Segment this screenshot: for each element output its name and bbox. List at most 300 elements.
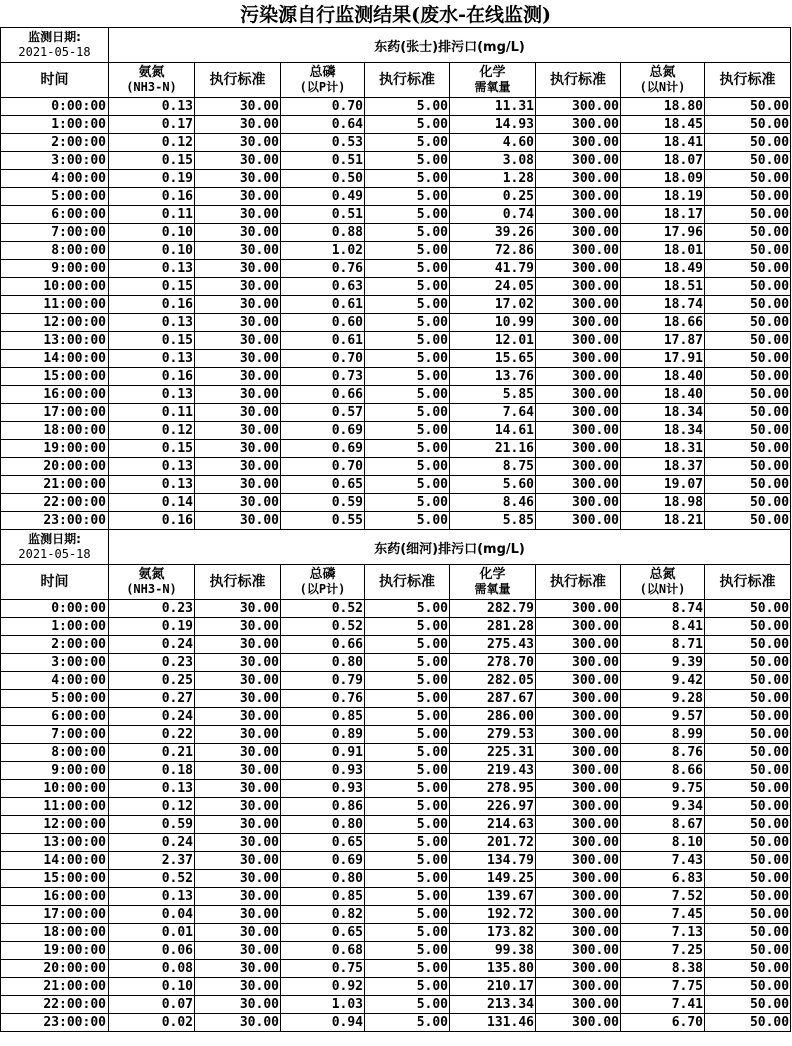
table-row (1, 618, 791, 636)
nh3-value: 0.08 (109, 960, 195, 978)
nh3-value: 0.15 (109, 152, 195, 170)
table-row (1, 924, 791, 942)
col-standard: 执行标准 (705, 565, 791, 600)
tn-standard: 50.00 (705, 996, 791, 1014)
tn-value: 18.17 (621, 206, 705, 224)
tn-standard: 50.00 (705, 494, 791, 512)
tn-standard: 50.00 (705, 852, 791, 870)
nh3-standard: 30.00 (195, 690, 281, 708)
col-time: 时间 (1, 565, 109, 600)
tp-standard: 5.00 (365, 422, 450, 440)
tn-value: 18.34 (621, 422, 705, 440)
tn-value: 8.41 (621, 618, 705, 636)
tn-standard: 50.00 (705, 206, 791, 224)
tn-standard: 50.00 (705, 386, 791, 404)
tn-value: 9.75 (621, 780, 705, 798)
cod-value: 135.80 (450, 960, 536, 978)
nh3-value: 0.13 (109, 260, 195, 278)
nh3-standard: 30.00 (195, 134, 281, 152)
tn-standard: 50.00 (705, 368, 791, 386)
cod-standard: 300.00 (536, 206, 621, 224)
cod-standard: 300.00 (536, 708, 621, 726)
tp-value: 0.52 (281, 600, 365, 618)
tn-value: 6.70 (621, 1014, 705, 1032)
table-row (1, 726, 791, 744)
title-row (1, 0, 791, 28)
cod-value: 8.46 (450, 494, 536, 512)
time-cell: 16:00:00 (1, 888, 109, 906)
nh3-standard: 30.00 (195, 852, 281, 870)
tn-standard: 50.00 (705, 906, 791, 924)
col-tp-line1: 总磷 (309, 65, 336, 80)
cod-standard: 300.00 (536, 960, 621, 978)
table-row (1, 278, 791, 296)
time-cell: 19:00:00 (1, 942, 109, 960)
nh3-standard: 30.00 (195, 296, 281, 314)
nh3-value: 0.12 (109, 134, 195, 152)
table-row (1, 152, 791, 170)
nh3-standard: 30.00 (195, 960, 281, 978)
tp-standard: 5.00 (365, 942, 450, 960)
tn-standard: 50.00 (705, 134, 791, 152)
cod-value: 139.67 (450, 888, 536, 906)
nh3-value: 0.15 (109, 332, 195, 350)
cod-value: 226.97 (450, 798, 536, 816)
nh3-standard: 30.00 (195, 654, 281, 672)
nh3-standard: 30.00 (195, 422, 281, 440)
cod-standard: 300.00 (536, 780, 621, 798)
tp-standard: 5.00 (365, 798, 450, 816)
nh3-value: 0.11 (109, 206, 195, 224)
tn-value: 8.71 (621, 636, 705, 654)
table-row (1, 386, 791, 404)
time-cell: 14:00:00 (1, 852, 109, 870)
tp-value: 0.93 (281, 762, 365, 780)
tn-value: 18.31 (621, 440, 705, 458)
tn-standard: 50.00 (705, 726, 791, 744)
time-cell: 2:00:00 (1, 134, 109, 152)
nh3-value: 0.59 (109, 816, 195, 834)
nh3-value: 0.10 (109, 978, 195, 996)
tn-value: 18.80 (621, 98, 705, 116)
tp-standard: 5.00 (365, 206, 450, 224)
nh3-value: 0.13 (109, 780, 195, 798)
tn-value: 18.41 (621, 134, 705, 152)
time-cell: 15:00:00 (1, 368, 109, 386)
nh3-standard: 30.00 (195, 708, 281, 726)
cod-value: 210.17 (450, 978, 536, 996)
tp-standard: 5.00 (365, 170, 450, 188)
tn-value: 18.21 (621, 512, 705, 530)
cod-value: 72.86 (450, 242, 536, 260)
cod-value: 275.43 (450, 636, 536, 654)
nh3-value: 0.06 (109, 942, 195, 960)
cod-standard: 300.00 (536, 654, 621, 672)
tp-value: 0.93 (281, 780, 365, 798)
cod-value: 278.95 (450, 780, 536, 798)
cod-value: 41.79 (450, 260, 536, 278)
tp-value: 0.51 (281, 206, 365, 224)
date-label: 监测日期: (28, 532, 81, 546)
tn-standard: 50.00 (705, 708, 791, 726)
table-row (1, 224, 791, 242)
cod-standard: 300.00 (536, 458, 621, 476)
cod-standard: 300.00 (536, 422, 621, 440)
nh3-standard: 30.00 (195, 618, 281, 636)
table-row (1, 260, 791, 278)
time-cell: 1:00:00 (1, 116, 109, 134)
tn-value: 18.98 (621, 494, 705, 512)
cod-standard: 300.00 (536, 618, 621, 636)
tp-standard: 5.00 (365, 744, 450, 762)
time-cell: 0:00:00 (1, 98, 109, 116)
tp-value: 0.59 (281, 494, 365, 512)
tn-standard: 50.00 (705, 744, 791, 762)
table-row (1, 242, 791, 260)
tp-standard: 5.00 (365, 458, 450, 476)
tp-value: 0.50 (281, 170, 365, 188)
tn-value: 18.34 (621, 404, 705, 422)
col-tn (621, 63, 705, 98)
tp-standard: 5.00 (365, 834, 450, 852)
nh3-standard: 30.00 (195, 260, 281, 278)
tp-value: 0.66 (281, 386, 365, 404)
tn-value: 8.76 (621, 744, 705, 762)
cod-standard: 300.00 (536, 476, 621, 494)
time-cell: 10:00:00 (1, 780, 109, 798)
time-cell: 12:00:00 (1, 816, 109, 834)
tp-value: 0.51 (281, 152, 365, 170)
nh3-value: 0.10 (109, 224, 195, 242)
nh3-value: 0.01 (109, 924, 195, 942)
cod-value: 0.25 (450, 188, 536, 206)
col-tn-line1: 总氮 (649, 567, 676, 582)
tp-standard: 5.00 (365, 476, 450, 494)
table-row (1, 206, 791, 224)
cod-value: 17.02 (450, 296, 536, 314)
cod-standard: 300.00 (536, 1014, 621, 1032)
tp-standard: 5.00 (365, 440, 450, 458)
col-nh3-line2: (NH3-N) (126, 582, 177, 596)
tn-value: 8.99 (621, 726, 705, 744)
cod-standard: 300.00 (536, 512, 621, 530)
table-row (1, 98, 791, 116)
col-cod-line1: 化学 (479, 567, 506, 582)
table-row (1, 422, 791, 440)
tn-value: 7.41 (621, 996, 705, 1014)
table-row (1, 780, 791, 798)
cod-standard: 300.00 (536, 332, 621, 350)
tp-value: 0.75 (281, 960, 365, 978)
column-header-row (1, 63, 791, 98)
tp-value: 0.52 (281, 618, 365, 636)
time-cell: 17:00:00 (1, 404, 109, 422)
table-row (1, 188, 791, 206)
time-cell: 13:00:00 (1, 332, 109, 350)
col-nh3-line1: 氨氮 (138, 567, 165, 582)
table-row (1, 350, 791, 368)
cod-value: 173.82 (450, 924, 536, 942)
tn-value: 7.25 (621, 942, 705, 960)
nh3-standard: 30.00 (195, 636, 281, 654)
tp-value: 0.55 (281, 512, 365, 530)
table-row (1, 708, 791, 726)
tp-standard: 5.00 (365, 188, 450, 206)
cod-value: 287.67 (450, 690, 536, 708)
col-standard: 执行标准 (536, 565, 621, 600)
tn-standard: 50.00 (705, 224, 791, 242)
table-row (1, 368, 791, 386)
date-value: 2021-05-18 (18, 45, 91, 59)
cod-value: 282.05 (450, 672, 536, 690)
time-cell: 13:00:00 (1, 834, 109, 852)
cod-standard: 300.00 (536, 404, 621, 422)
table-row (1, 440, 791, 458)
nh3-value: 0.25 (109, 672, 195, 690)
nh3-value: 0.17 (109, 116, 195, 134)
table-row (1, 314, 791, 332)
nh3-value: 0.13 (109, 386, 195, 404)
table-row (1, 798, 791, 816)
tp-standard: 5.00 (365, 350, 450, 368)
cod-value: 11.31 (450, 98, 536, 116)
tn-standard: 50.00 (705, 116, 791, 134)
tn-standard: 50.00 (705, 672, 791, 690)
time-cell: 21:00:00 (1, 476, 109, 494)
cod-standard: 300.00 (536, 726, 621, 744)
cod-value: 134.79 (450, 852, 536, 870)
nh3-standard: 30.00 (195, 242, 281, 260)
tn-value: 7.13 (621, 924, 705, 942)
time-cell: 6:00:00 (1, 206, 109, 224)
cod-value: 214.63 (450, 816, 536, 834)
tp-standard: 5.00 (365, 888, 450, 906)
tn-standard: 50.00 (705, 278, 791, 296)
cod-value: 281.28 (450, 618, 536, 636)
tp-standard: 5.00 (365, 332, 450, 350)
nh3-value: 0.16 (109, 188, 195, 206)
tn-value: 18.66 (621, 314, 705, 332)
tn-standard: 50.00 (705, 458, 791, 476)
nh3-value: 0.21 (109, 744, 195, 762)
tn-value: 18.37 (621, 458, 705, 476)
nh3-value: 0.13 (109, 350, 195, 368)
col-standard: 执行标准 (705, 63, 791, 98)
time-cell: 9:00:00 (1, 260, 109, 278)
cod-value: 282.79 (450, 600, 536, 618)
tp-value: 0.73 (281, 368, 365, 386)
time-cell: 16:00:00 (1, 386, 109, 404)
tp-standard: 5.00 (365, 726, 450, 744)
tp-standard: 5.00 (365, 152, 450, 170)
nh3-value: 0.19 (109, 170, 195, 188)
cod-value: 5.85 (450, 512, 536, 530)
cod-standard: 300.00 (536, 368, 621, 386)
tp-value: 0.61 (281, 332, 365, 350)
tn-standard: 50.00 (705, 762, 791, 780)
cod-standard: 300.00 (536, 942, 621, 960)
nh3-value: 0.22 (109, 726, 195, 744)
nh3-standard: 30.00 (195, 404, 281, 422)
tp-standard: 5.00 (365, 636, 450, 654)
tp-value: 0.89 (281, 726, 365, 744)
nh3-standard: 30.00 (195, 278, 281, 296)
tp-standard: 5.00 (365, 600, 450, 618)
nh3-value: 0.16 (109, 296, 195, 314)
cod-value: 192.72 (450, 906, 536, 924)
tp-standard: 5.00 (365, 494, 450, 512)
tn-standard: 50.00 (705, 98, 791, 116)
tp-standard: 5.00 (365, 978, 450, 996)
tn-standard: 50.00 (705, 188, 791, 206)
nh3-standard: 30.00 (195, 798, 281, 816)
cod-value: 7.64 (450, 404, 536, 422)
tp-standard: 5.00 (365, 762, 450, 780)
cod-standard: 300.00 (536, 224, 621, 242)
tn-value: 8.38 (621, 960, 705, 978)
tn-value: 18.19 (621, 188, 705, 206)
tn-standard: 50.00 (705, 888, 791, 906)
tp-standard: 5.00 (365, 924, 450, 942)
cod-standard: 300.00 (536, 852, 621, 870)
cod-standard: 300.00 (536, 600, 621, 618)
table-row (1, 996, 791, 1014)
time-cell: 3:00:00 (1, 152, 109, 170)
table-row (1, 332, 791, 350)
nh3-value: 0.23 (109, 654, 195, 672)
nh3-standard: 30.00 (195, 816, 281, 834)
nh3-value: 0.07 (109, 996, 195, 1014)
time-cell: 11:00:00 (1, 296, 109, 314)
cod-standard: 300.00 (536, 278, 621, 296)
table-row (1, 690, 791, 708)
tn-value: 9.39 (621, 654, 705, 672)
tn-standard: 50.00 (705, 618, 791, 636)
cod-standard: 300.00 (536, 834, 621, 852)
cod-value: 219.43 (450, 762, 536, 780)
time-cell: 15:00:00 (1, 870, 109, 888)
tp-standard: 5.00 (365, 816, 450, 834)
tp-value: 0.65 (281, 924, 365, 942)
nh3-value: 0.18 (109, 762, 195, 780)
nh3-value: 0.13 (109, 458, 195, 476)
cod-value: 286.00 (450, 708, 536, 726)
tn-standard: 50.00 (705, 870, 791, 888)
tp-standard: 5.00 (365, 260, 450, 278)
nh3-value: 0.15 (109, 440, 195, 458)
nh3-standard: 30.00 (195, 870, 281, 888)
cod-value: 279.53 (450, 726, 536, 744)
nh3-value: 0.15 (109, 278, 195, 296)
outlet-name: 东药(细河)排污口(mg/L) (109, 530, 791, 565)
time-cell: 2:00:00 (1, 636, 109, 654)
nh3-value: 0.12 (109, 798, 195, 816)
outlet-name: 东药(张士)排污口(mg/L) (109, 28, 791, 63)
col-tn-line1: 总氮 (649, 65, 676, 80)
table-row (1, 404, 791, 422)
tn-standard: 50.00 (705, 350, 791, 368)
tp-value: 0.82 (281, 906, 365, 924)
table-row (1, 942, 791, 960)
tp-standard: 5.00 (365, 870, 450, 888)
nh3-standard: 30.00 (195, 978, 281, 996)
cod-value: 39.26 (450, 224, 536, 242)
tp-value: 0.69 (281, 422, 365, 440)
cod-standard: 300.00 (536, 762, 621, 780)
tn-value: 17.96 (621, 224, 705, 242)
nh3-value: 0.13 (109, 888, 195, 906)
col-nh3-line2: (NH3-N) (126, 80, 177, 94)
nh3-standard: 30.00 (195, 762, 281, 780)
tn-value: 18.40 (621, 368, 705, 386)
col-tp (281, 565, 365, 600)
cod-value: 8.75 (450, 458, 536, 476)
time-cell: 4:00:00 (1, 170, 109, 188)
tn-value: 8.10 (621, 834, 705, 852)
tp-value: 0.70 (281, 458, 365, 476)
tp-standard: 5.00 (365, 278, 450, 296)
tp-standard: 5.00 (365, 296, 450, 314)
tp-value: 0.68 (281, 942, 365, 960)
cod-value: 213.34 (450, 996, 536, 1014)
cod-standard: 300.00 (536, 816, 621, 834)
tp-standard: 5.00 (365, 618, 450, 636)
tp-standard: 5.00 (365, 512, 450, 530)
time-cell: 5:00:00 (1, 188, 109, 206)
table-row (1, 816, 791, 834)
cod-value: 14.93 (450, 116, 536, 134)
table-row (1, 476, 791, 494)
cod-standard: 300.00 (536, 440, 621, 458)
nh3-standard: 30.00 (195, 350, 281, 368)
nh3-value: 0.16 (109, 512, 195, 530)
table-row (1, 170, 791, 188)
tn-value: 8.74 (621, 600, 705, 618)
col-nh3-line1: 氨氮 (138, 65, 165, 80)
nh3-standard: 30.00 (195, 512, 281, 530)
cod-value: 225.31 (450, 744, 536, 762)
cod-standard: 300.00 (536, 744, 621, 762)
tp-standard: 5.00 (365, 996, 450, 1014)
table-row (1, 494, 791, 512)
col-standard: 执行标准 (195, 63, 281, 98)
time-cell: 7:00:00 (1, 224, 109, 242)
nh3-standard: 30.00 (195, 942, 281, 960)
nh3-standard: 30.00 (195, 224, 281, 242)
time-cell: 0:00:00 (1, 600, 109, 618)
time-cell: 12:00:00 (1, 314, 109, 332)
tp-value: 0.60 (281, 314, 365, 332)
nh3-standard: 30.00 (195, 744, 281, 762)
table-row (1, 906, 791, 924)
cod-standard: 300.00 (536, 152, 621, 170)
table-row (1, 296, 791, 314)
time-cell: 7:00:00 (1, 726, 109, 744)
nh3-standard: 30.00 (195, 834, 281, 852)
tp-value: 0.80 (281, 870, 365, 888)
col-cod (450, 565, 536, 600)
nh3-value: 0.24 (109, 708, 195, 726)
tp-standard: 5.00 (365, 960, 450, 978)
tn-value: 9.28 (621, 690, 705, 708)
tp-value: 0.57 (281, 404, 365, 422)
tn-value: 8.67 (621, 816, 705, 834)
tn-standard: 50.00 (705, 690, 791, 708)
tp-value: 0.61 (281, 296, 365, 314)
tn-value: 7.75 (621, 978, 705, 996)
table-row (1, 116, 791, 134)
tn-standard: 50.00 (705, 798, 791, 816)
